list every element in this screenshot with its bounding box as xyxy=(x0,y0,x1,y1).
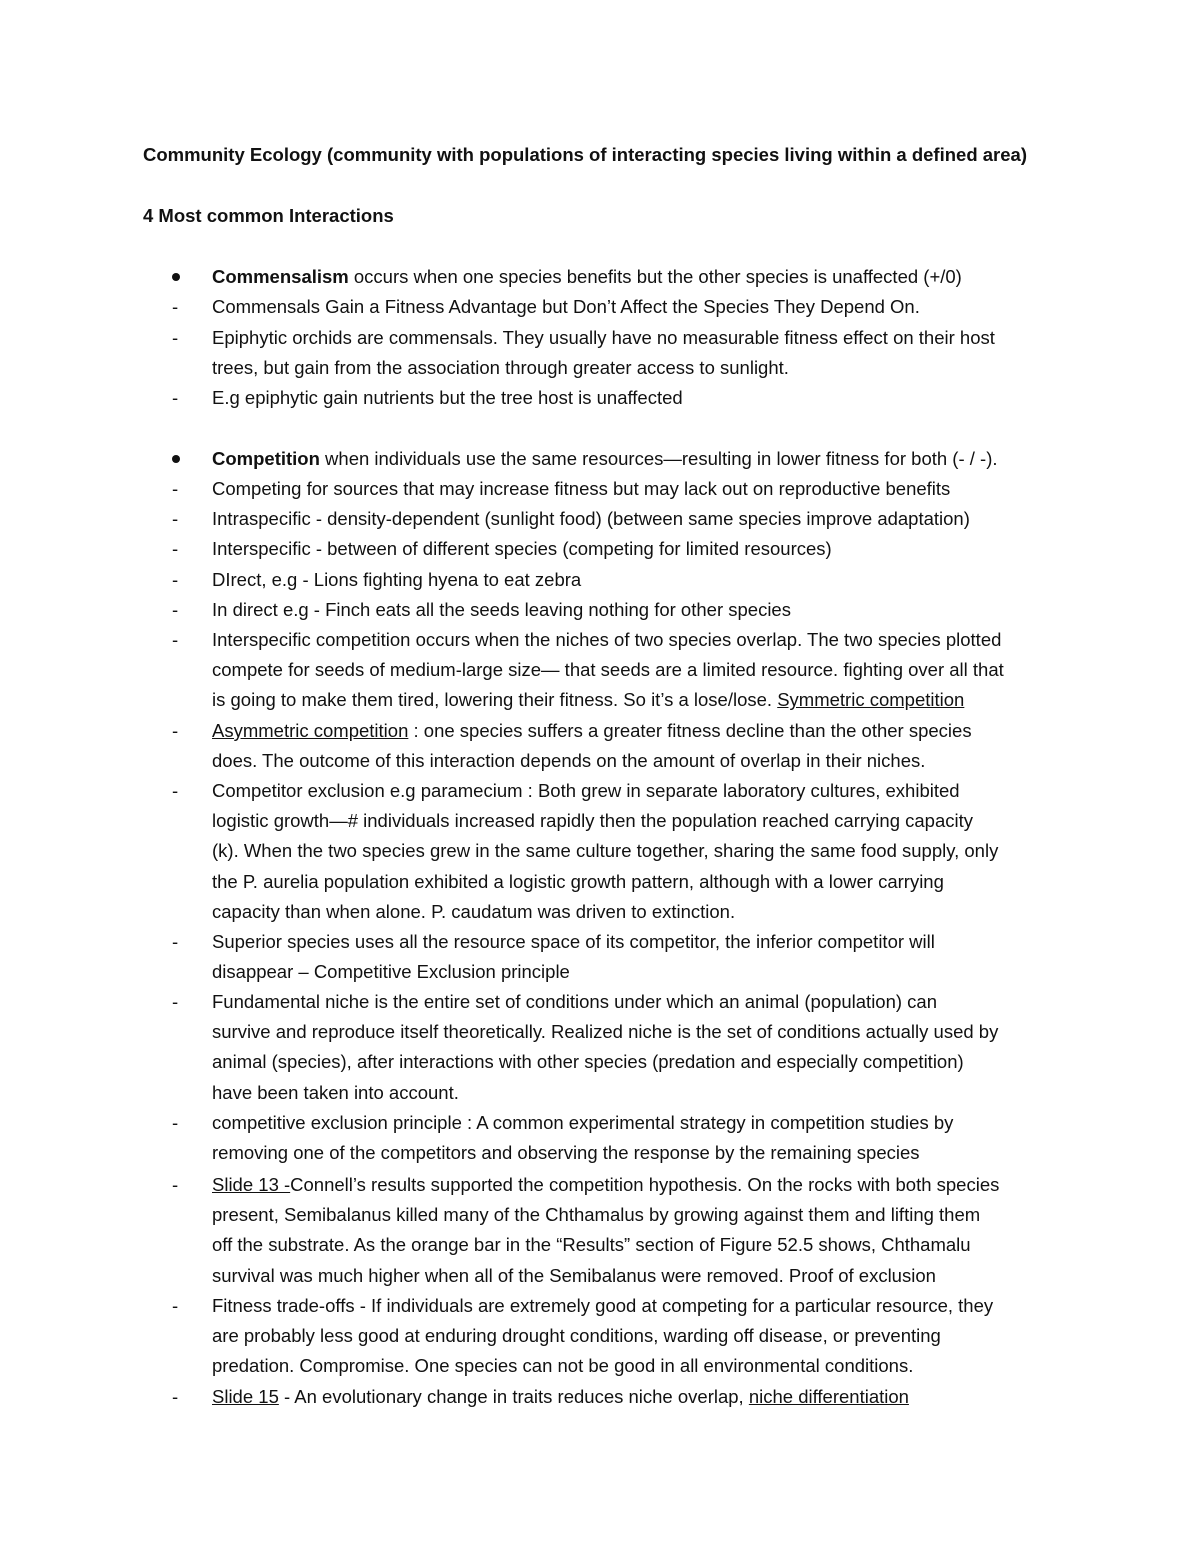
text-line xyxy=(212,353,1092,383)
text-line xyxy=(212,1200,1092,1230)
text-run: animal (species), after interactions with other species (predation and especially competition) xyxy=(212,1051,964,1073)
text-run: survival was much higher when all of the Semibalanus were removed. Proof of exclusion xyxy=(212,1264,936,1286)
text-line xyxy=(212,957,1092,987)
text-line xyxy=(212,625,1092,655)
text-run: Fundamental niche is the entire set of conditions under which an animal (population) can xyxy=(212,991,938,1012)
item-text xyxy=(212,1170,1092,1291)
item-text xyxy=(212,383,1092,413)
item-text xyxy=(212,565,1092,595)
bold-term: Competition xyxy=(212,448,320,469)
item-text xyxy=(212,776,1092,927)
text-run: Commensals Gain a Fitness Advantage but Don’t Affect the Species They Depend On. xyxy=(212,296,920,317)
text-run: are probably less good at enduring drought conditions, warding off disease, or preventing xyxy=(212,1325,941,1347)
item-text xyxy=(212,1108,1092,1168)
dash-marker: - xyxy=(172,508,179,529)
text-line xyxy=(212,323,1092,353)
text-line xyxy=(212,383,1092,413)
text-run: occurs when one species benefits but the other species is unaffected (+/0) xyxy=(348,266,962,287)
text-run: disappear – Competitive Exclusion principle xyxy=(212,961,570,983)
dash-marker: - xyxy=(172,780,179,801)
text-line xyxy=(212,1017,1092,1047)
item-text xyxy=(212,1291,1092,1382)
text-run: Intraspecific - density-dependent (sunlight food) (between same species improve adaptation) xyxy=(212,508,970,529)
dash-marker: - xyxy=(172,296,179,317)
text-run: compete for seeds of medium-large size— that seeds are a limited resource. fighting over all that xyxy=(212,659,1004,681)
text-run: competitive exclusion principle : A common experimental strategy in competition studies by xyxy=(212,1112,954,1133)
text-line xyxy=(212,1291,1092,1321)
dash-marker: - xyxy=(172,1174,179,1195)
text-run: Connell’s results supported the competition hypothesis. On the rocks with both species xyxy=(290,1174,1000,1195)
text-run: logistic growth—# individuals increased rapidly then the population reached carrying capacity xyxy=(212,810,973,832)
text-line xyxy=(212,504,1092,534)
underlined-term: Asymmetric competition xyxy=(212,720,409,741)
underlined-term: Symmetric competition xyxy=(777,689,965,711)
text-run: Fitness trade-offs - If individuals are extremely good at competing for a particular resource, they xyxy=(212,1295,994,1316)
text-line xyxy=(212,1108,1092,1138)
text-run: when individuals use the same resources—resulting in lower fitness for both (- / -). xyxy=(319,448,998,469)
text-line xyxy=(212,1351,1092,1381)
text-run: does. The outcome of this interaction depends on the amount of overlap in their niches. xyxy=(212,750,926,772)
text-line xyxy=(212,1138,1092,1168)
text-line xyxy=(212,987,1092,1017)
text-run: survive and reproduce itself theoretically. Realized niche is the set of conditions actually used by xyxy=(212,1021,999,1043)
item-text xyxy=(212,534,1092,564)
text-line xyxy=(212,292,1092,322)
text-line xyxy=(212,897,1092,927)
text-line xyxy=(212,1230,1092,1260)
text-run: removing one of the competitors and observing the response by the remaining species xyxy=(212,1142,920,1164)
text-line xyxy=(212,746,1092,776)
text-run: is going to make them tired, lowering their fitness. So it’s a lose/lose. xyxy=(212,689,778,711)
text-line xyxy=(212,595,1092,625)
item-text xyxy=(212,716,1092,776)
underlined-term: niche differentiation xyxy=(748,1386,909,1407)
bullet-icon xyxy=(172,273,180,281)
text-run: - An evolutionary change in traits reduces niche overlap, xyxy=(278,1386,749,1407)
text-line xyxy=(212,655,1092,685)
text-run: Epiphytic orchids are commensals. They usually have no measurable fitness effect on their host xyxy=(212,327,995,348)
dash-marker: - xyxy=(172,327,179,348)
text-run: predation. Compromise. One species can not be good in all environmental conditions. xyxy=(212,1355,914,1377)
text-run: capacity than when alone. P. caudatum was driven to extinction. xyxy=(212,900,736,922)
item-text xyxy=(212,474,1092,504)
text-run: off the substrate. As the orange bar in the “Results” section of Figure 52.5 shows, Chthamalu xyxy=(212,1234,971,1256)
dash-marker: - xyxy=(172,1295,179,1316)
text-line xyxy=(212,806,1092,836)
section-heading: 4 Most common Interactions xyxy=(143,205,394,226)
text-line xyxy=(212,716,1092,746)
text-run: present, Semibalanus killed many of the Chthamalus by growing against them and lifting them xyxy=(212,1204,981,1226)
item-text xyxy=(212,625,1092,716)
item-text xyxy=(212,444,1092,474)
text-line xyxy=(212,776,1092,806)
text-run: Competitor exclusion e.g paramecium : Both grew in separate laboratory cultures, exhibited xyxy=(212,780,960,801)
text-line xyxy=(212,685,1092,715)
text-line xyxy=(212,444,1092,474)
text-line xyxy=(212,1321,1092,1351)
dash-marker: - xyxy=(172,629,179,650)
text-line xyxy=(212,836,1092,866)
dash-marker: - xyxy=(172,931,179,952)
dash-marker: - xyxy=(172,478,179,499)
dash-marker: - xyxy=(172,538,179,559)
text-line xyxy=(212,262,1092,292)
item-text xyxy=(212,987,1092,1108)
text-line xyxy=(212,867,1092,897)
text-run: : one species suffers a greater fitness decline than the other species xyxy=(408,720,972,741)
underlined-term: Slide 15 xyxy=(212,1386,279,1407)
text-run: Interspecific competition occurs when the niches of two species overlap. The two species plotted xyxy=(212,629,1002,650)
dash-marker: - xyxy=(172,599,179,620)
text-run: trees, but gain from the association through greater access to sunlight. xyxy=(212,357,789,379)
dash-marker: - xyxy=(172,1386,179,1407)
dash-marker: - xyxy=(172,569,179,590)
dash-marker: - xyxy=(172,1112,179,1133)
text-run: Interspecific - between of different species (competing for limited resources) xyxy=(212,538,832,559)
text-line xyxy=(212,1261,1092,1291)
dash-marker: - xyxy=(172,720,179,741)
underlined-term: Slide 13 - xyxy=(212,1174,291,1195)
document-title: Community Ecology (community with populations of interacting species living within a defined area) xyxy=(143,144,1027,165)
text-run: have been taken into account. xyxy=(212,1081,459,1103)
bold-term: Commensalism xyxy=(212,266,349,287)
text-line xyxy=(212,1078,1092,1108)
text-run: Competing for sources that may increase fitness but may lack out on reproductive benefits xyxy=(212,478,951,499)
text-line xyxy=(212,474,1092,504)
text-line xyxy=(212,927,1092,957)
text-line xyxy=(212,565,1092,595)
item-text xyxy=(212,595,1092,625)
text-line xyxy=(212,534,1092,564)
item-text xyxy=(212,262,1092,292)
dash-marker: - xyxy=(172,991,179,1012)
text-run: (k). When the two species grew in the same culture together, sharing the same food supply, only xyxy=(212,840,999,862)
text-line xyxy=(212,1170,1092,1200)
text-run: DIrect, e.g - Lions fighting hyena to eat zebra xyxy=(212,569,582,590)
item-text xyxy=(212,504,1092,534)
text-run: E.g epiphytic gain nutrients but the tree host is unaffected xyxy=(212,387,683,408)
item-text xyxy=(212,292,1092,322)
dash-marker: - xyxy=(172,387,179,408)
text-run: the P. aurelia population exhibited a logistic growth pattern, although with a lower carrying xyxy=(212,870,944,892)
bullet-icon xyxy=(172,455,180,463)
item-text xyxy=(212,323,1092,383)
item-text xyxy=(212,1382,1092,1412)
text-line xyxy=(212,1047,1092,1077)
text-run: Superior species uses all the resource space of its competitor, the inferior competitor will xyxy=(212,931,935,952)
text-line xyxy=(212,1382,1092,1412)
item-text xyxy=(212,927,1092,987)
text-run: In direct e.g - Finch eats all the seeds leaving nothing for other species xyxy=(212,599,791,620)
